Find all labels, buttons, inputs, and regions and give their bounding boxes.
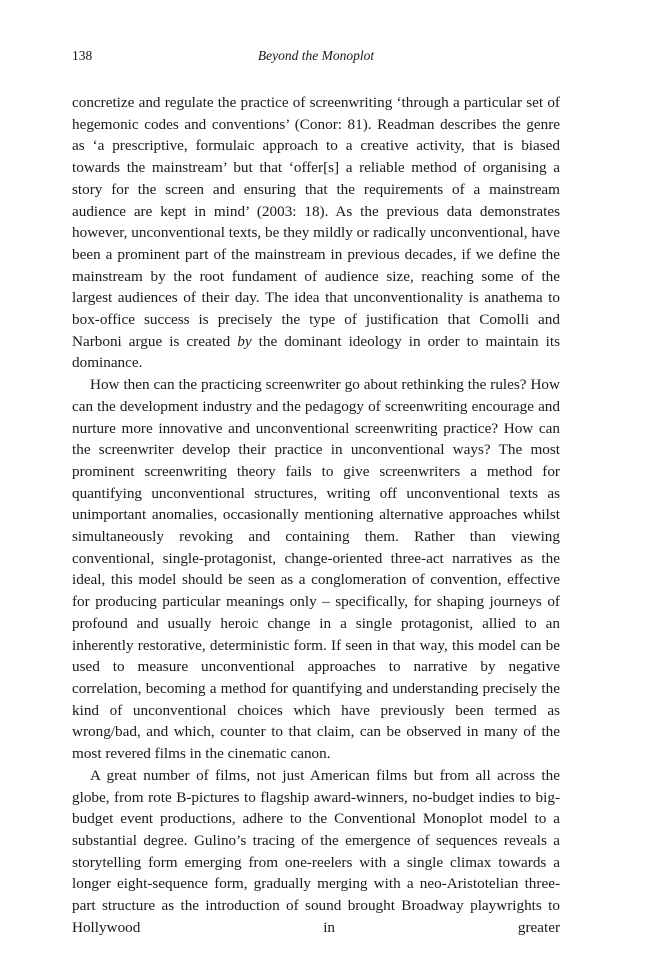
paragraph-2-text: How then can the practicing screenwriter go about rethinking the rules? How can the development industry and the pedagogy of screenwriting encourage and nurture more innovative and unconventional screenwriting practice? How can the screenwriter develop their practice in unconventional ways? The most prominent screenwriting theory fails to give screenwriters a method for quantifying unconventional structures, writing off unconventional texts as unimportant anomalies, occasionally mentioning alternative approaches whilst simultaneously revoking and containing them. Rather than viewing conventional, single-protagonist, change-oriented three-act narratives as the ideal, this model should be seen as a conglomeration of convention, effective for producing particular meanings only – specifically, for shaping journeys of profound and usually heroic change in a single protagonist, allied to an inherently restorative, deterministic form. If seen in that way, this model can be used to measure unconventional approaches to narrative by negative correlation, becoming a method for quantifying and understanding precisely the kind of unconventional choices which have previously been termed as wrong/bad, and which, counter to that claim, can be observed in many of the most revered films in the cinematic canon. xyxy=(72,376,560,763)
paragraph-1-text-a: concretize and regulate the practice of screenwriting ‘through a particular set of hegemonic codes and conventions’ (Conor: 81). Readman describes the genre as ‘a prescriptive, formulaic approach to a creative activity, that is biased towards the mainstream’ but that ‘offer[s] a reliable method of organising a story for the screen and ensuring that the requirements of a mainstream audience are kept in mind’ (2003: 18). As the previous data demonstrates however, unconventional texts, be they mildly or radically unconventional, have been a prominent part of the mainstream in previous decades, if we define the mainstream by the root fundament of audience size, reaching some of the largest audiences of their day. The idea that unconventionality is anathema to box-office success is precisely the type of justification that Comolli and Narboni argue is created xyxy=(72,94,560,350)
body-text xyxy=(72,92,560,938)
paragraph-2 xyxy=(72,374,560,765)
emphasis-by: by xyxy=(237,332,252,350)
paragraph-1 xyxy=(72,92,560,374)
paragraph-3 xyxy=(72,765,560,939)
running-title: Beyond the Monoplot xyxy=(257,48,375,63)
paragraph-3-text: A great number of films, not just American films but from all across the globe, from rote B-pictures to flagship award-winners, no-budget indies to big-budget event productions, adhere to the Conventional Monoplot model to a substantial degree. Gulino’s tracing of the emergence of sequences reveals a storytelling form emerging from one-reelers with a single climax towards a longer eight-sequence form, gradually merging with a neo-Aristotelian three-part structure as the introduction of sound brought Broadway playwrights to Hollywood in greater xyxy=(72,766,560,936)
page-number: 138 xyxy=(72,48,93,63)
book-page xyxy=(72,44,560,938)
running-head xyxy=(72,44,560,68)
paragraph-1-text-b: the dominant ideology in order to maintain its dominance. xyxy=(72,332,560,372)
